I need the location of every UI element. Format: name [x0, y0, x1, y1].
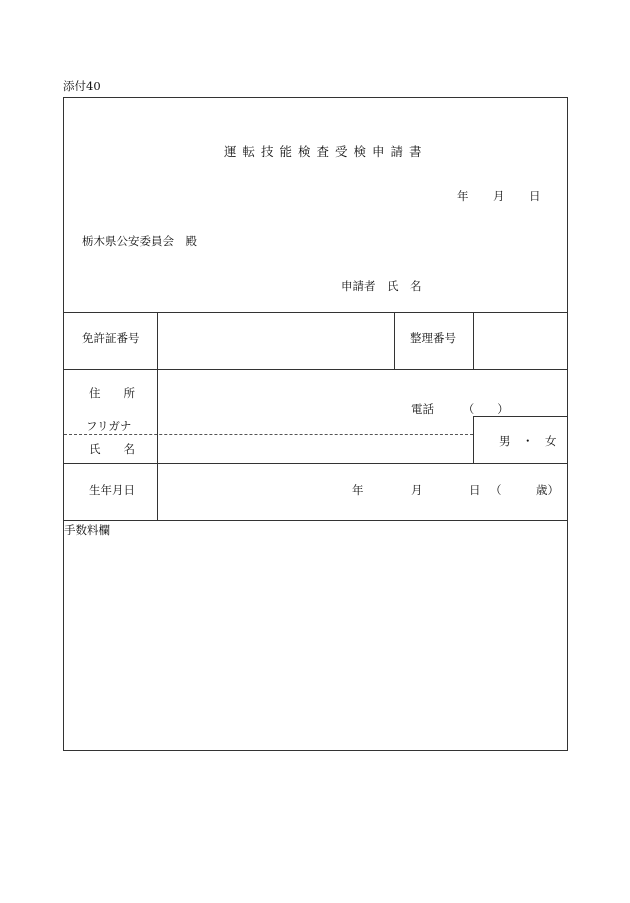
divider-birth-row — [64, 520, 567, 521]
age-field: （ 歳） — [490, 483, 559, 497]
label-column-divider — [157, 312, 158, 520]
reference-number-label: 整理番号 — [410, 331, 456, 345]
attachment-label: 添付40 — [63, 79, 101, 93]
name-label: 氏 名 — [89, 442, 135, 456]
divider-furigana — [64, 434, 473, 435]
form-title: 運転技能検査受検申請書 — [224, 144, 428, 159]
ref-label-divider — [394, 312, 395, 369]
divider-name-row — [64, 463, 567, 464]
license-number-label: 免許証番号 — [82, 331, 140, 345]
furigana-label: フリガナ — [86, 419, 132, 433]
applicant-name-label: 申請者 氏 名 — [341, 279, 422, 293]
divider-gender-top — [473, 416, 567, 417]
address-label: 住 所 — [89, 386, 135, 400]
gender-divider — [473, 416, 474, 463]
gender-options: 男 ・ 女 — [499, 434, 557, 448]
birth-day: 日 — [469, 483, 481, 497]
date-day: 日 — [529, 189, 541, 203]
application-form — [63, 97, 568, 751]
divider-header — [64, 312, 567, 313]
ref-value-divider — [473, 312, 474, 369]
birthdate-label: 生年月日 — [89, 483, 135, 497]
date-year: 年 — [457, 189, 469, 203]
addressee: 栃木県公安委員会 殿 — [82, 234, 197, 248]
birth-year: 年 — [352, 483, 364, 497]
fee-section-label: 手数料欄 — [64, 523, 110, 537]
divider-license-row — [64, 369, 567, 370]
birth-month: 月 — [411, 483, 423, 497]
phone-label: 電話 （ ） — [411, 402, 509, 416]
date-month: 月 — [493, 189, 505, 203]
